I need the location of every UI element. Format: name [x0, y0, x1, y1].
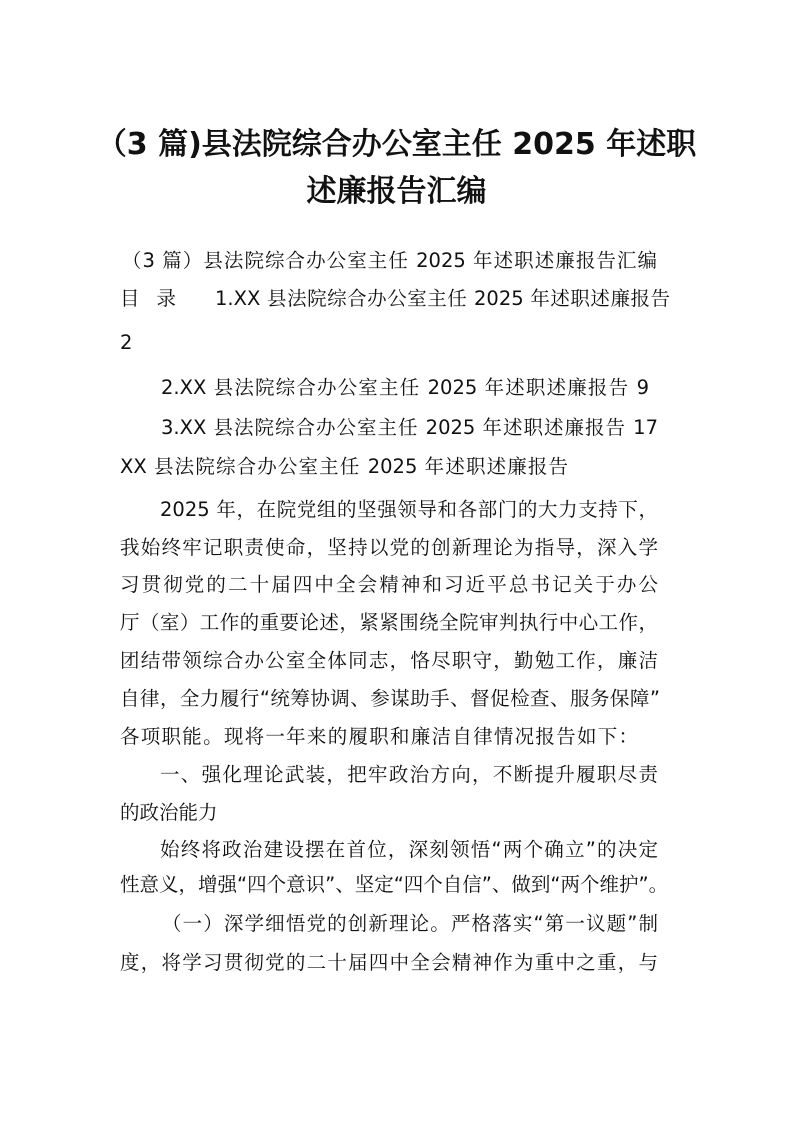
paragraph-line: 度，将学习贯彻党的二十届四中全会精神作为重中之重，与	[120, 951, 658, 974]
subtitle-line: （3 篇）县法院综合办公室主任 2025 年述职述廉报告汇编	[122, 249, 657, 272]
title-line-1: （3 篇)县法院综合办公室主任 2025 年述职	[96, 127, 697, 162]
section-heading: XX 县法院综合办公室主任 2025 年述职述廉报告	[120, 455, 568, 478]
toc-item-3: 3.XX 县法院综合办公室主任 2025 年述职述廉报告 17	[161, 416, 658, 439]
heading-1: 一、强化理论武装，把牢政治方向，不断提升履职尽责	[160, 763, 658, 786]
title-line-2: 述廉报告汇编	[306, 174, 487, 209]
paragraph-line: 我始终牢记职责使命，坚持以党的创新理论为指导，深入学	[120, 536, 658, 559]
paragraph-line: 自律，全力履行“统筹协调、参谋助手、督促检查、服务保障”	[120, 687, 660, 710]
paragraph-line: 各项职能。现将一年来的履职和廉洁自律情况报告如下：	[120, 725, 638, 748]
paragraph-line: 性意义，增强“四个意识”、坚定“四个自信”、做到“两个维护”。	[120, 873, 669, 896]
paragraph-line: 始终将政治建设摆在首位，深刻领悟“两个确立”的决定	[160, 838, 658, 861]
toc-item-1-page: 2	[120, 331, 133, 354]
heading-1-cont: 的政治能力	[120, 801, 218, 824]
subheading-1: （一）深学细悟党的创新理论。严格落实“第一议题”制	[162, 912, 658, 935]
toc-heading: 目 录	[120, 287, 176, 310]
paragraph-line: 团结带领综合办公室全体同志，恪尽职守，勤勉工作，廉洁	[120, 649, 658, 672]
paragraph-line: 厅（室）工作的重要论述，紧紧围绕全院审判执行中心工作，	[120, 611, 658, 634]
paragraph-line: 习贯彻党的二十届四中全会精神和习近平总书记关于办公	[120, 573, 658, 596]
toc-item-2: 2.XX 县法院综合办公室主任 2025 年述职述廉报告 9	[161, 376, 649, 399]
toc-item-1: 1.XX 县法院综合办公室主任 2025 年述职述廉报告	[215, 287, 670, 310]
paragraph-line: 2025 年，在院党组的坚强领导和各部门的大力支持下，	[160, 498, 658, 521]
